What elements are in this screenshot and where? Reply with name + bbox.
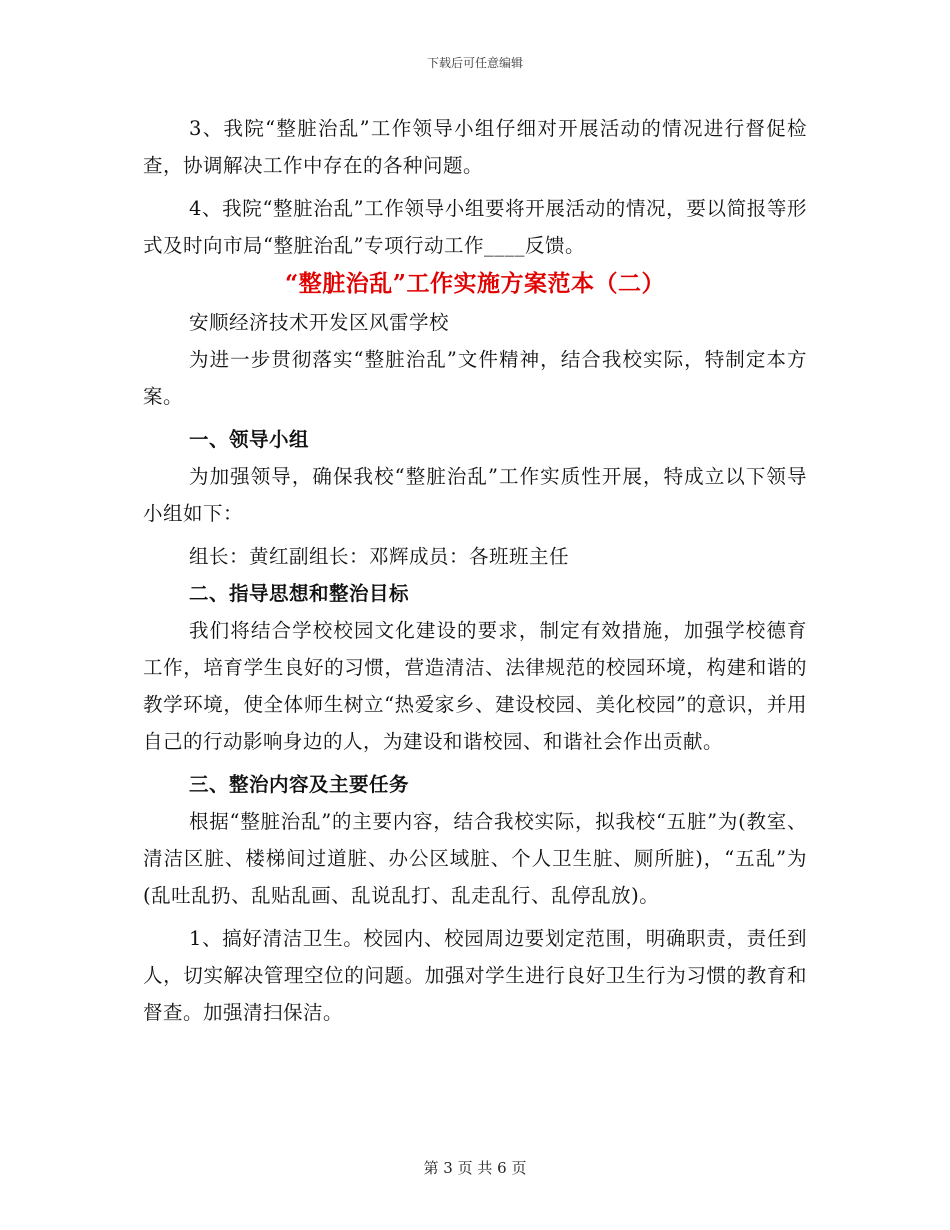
document-title: “整脏治乱”工作实施方案范本（二） [285, 270, 665, 297]
section-3-paragraph: 根据“整脏治乱”的主要内容，结合我校实际，拟我校“五脏”为(教室、清洁区脏、楼梯间过道脏、办公区域脏、个人卫生脏、厕所脏)，“五乱”为(乱吐乱扔、乱贴乱画、乱说乱打、乱走乱行、乱停乱放)。 [143, 810, 807, 907]
section-heading-2: 二、指导思想和整治目标 [189, 582, 410, 605]
document-body [143, 110, 807, 1031]
section-heading-1: 一、领导小组 [189, 428, 310, 451]
task-item-1: 1、搞好清洁卫生。校园内、校园周边要划定范围，明确职责，责任到人，切实解决管理空位的问题。加强对学生进行良好卫生行为习惯的教育和督查。加强清扫保洁。 [143, 927, 807, 1024]
section-heading-3: 三、整治内容及主要任务 [189, 773, 410, 796]
paragraph-item-3: 3、我院“整脏治乱”工作领导小组仔细对开展活动的情况进行督促检查，协调解决工作中存在的各种问题。 [143, 117, 807, 177]
paragraph-item-4: 4、我院“整脏治乱”工作领导小组要将开展活动的情况，要以简报等形式及时向市局“整脏治乱”专项行动工作____反馈。 [143, 197, 807, 257]
page-header: 下载后可任意编辑 [426, 56, 523, 70]
section-2-paragraph: 我们将结合学校校园文化建设的要求，制定有效措施，加强学校德育工作，培育学生良好的习惯，营造清洁、法律规范的校园环境，构建和谐的教学环境，使全体师生树立“热爱家乡、建设校园、美化校园”的意识，并用自己的行动影响身边的人，为建设和谐校园、和谐社会作出贡献。 [143, 619, 807, 753]
section-1-paragraph: 为加强领导，确保我校“整脏治乱”工作实质性开展，特成立以下领导小组如下： [143, 465, 807, 525]
intro-paragraph: 为进一步贯彻落实“整脏治乱”文件精神，结合我校实际，特制定本方案。 [143, 348, 807, 408]
school-name: 安顺经济技术开发区风雷学校 [189, 311, 450, 334]
section-1-members: 组长：黄红副组长：邓辉成员：各班班主任 [189, 545, 570, 568]
page-footer: 第 3 页 共 6 页 [423, 1159, 527, 1177]
